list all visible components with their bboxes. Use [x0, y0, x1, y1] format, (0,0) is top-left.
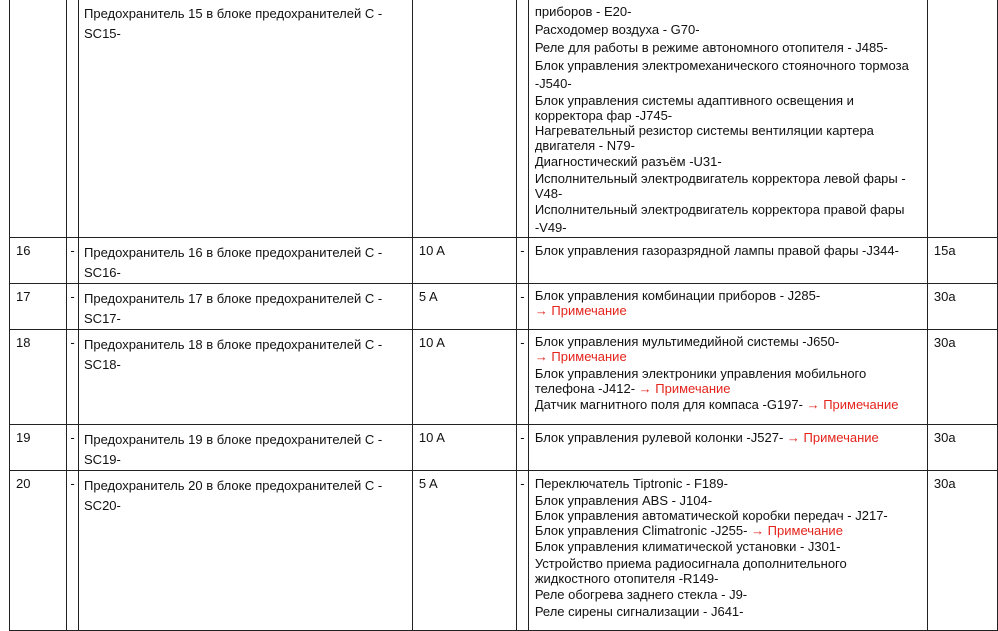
note-link[interactable]: → Примечание	[534, 349, 627, 364]
fuse-name: Предохранитель 15 в блоке предохранителей C - SC15-	[79, 0, 413, 238]
consumer-item: Блок управления ABS - J104-	[534, 493, 713, 508]
fuse-name: Предохранитель 18 в блоке предохранителей C - SC18-	[79, 330, 413, 425]
dash-cell: -	[516, 471, 528, 631]
fuse-name: Предохранитель 17 в блоке предохранителей C - SC17-	[79, 284, 413, 330]
consumer-item: Блок управления газоразрядной лампы правой фары -J344-	[534, 243, 899, 258]
note-link[interactable]: → Примечание	[638, 381, 731, 396]
consumer-item: Исполнительный электродвигатель корректора правой фары -V49-	[534, 202, 905, 235]
consumer-list	[528, 238, 927, 284]
fuse-number: 16	[10, 238, 67, 284]
fuse-number: 19	[10, 425, 67, 471]
consumer-list	[528, 425, 927, 471]
dash-cell: -	[67, 238, 79, 284]
fuse-name: Предохранитель 16 в блоке предохранителей C - SC16-	[79, 238, 413, 284]
dash-cell: -	[67, 330, 79, 425]
consumer-list	[528, 0, 927, 238]
consumer-text: Блок управления рулевой колонки -J527-	[534, 430, 787, 445]
fuse-number: 17	[10, 284, 67, 330]
fuse-name: Предохранитель 19 в блоке предохранителей C - SC19-	[79, 425, 413, 471]
dash-cell: -	[516, 330, 528, 425]
terminal: 30a	[927, 284, 997, 330]
dash-cell	[516, 0, 528, 238]
fuse-amperage	[412, 0, 516, 238]
consumer-item: Блок управления автоматической коробки передач - J217-	[534, 508, 888, 523]
dash-cell	[67, 0, 79, 238]
terminal: 30a	[927, 471, 997, 631]
terminal	[927, 0, 997, 238]
consumer-item: Блок управления электромеханического стояночного тормоза -J540-	[534, 58, 909, 91]
dash-cell: -	[67, 284, 79, 330]
consumer-text: Датчик магнитного поля для компаса -G197-	[534, 397, 807, 412]
table-row	[10, 471, 998, 631]
dash-cell: -	[516, 238, 528, 284]
fuse-number: 20	[10, 471, 67, 631]
consumer-item	[535, 366, 927, 396]
fuse-number: 18	[10, 330, 67, 425]
table-row	[10, 0, 998, 238]
consumer-item	[535, 523, 927, 538]
table-row	[10, 238, 998, 284]
consumer-item: Реле для работы в режиме автономного отопителя - J485-	[534, 40, 888, 55]
terminal: 15a	[927, 238, 997, 284]
table-row	[10, 284, 998, 330]
dash-cell: -	[516, 425, 528, 471]
consumer-item: Реле обогрева заднего стекла - J9-	[534, 587, 748, 602]
consumer-item	[535, 334, 927, 364]
consumer-text: Блок управления электроники управления мобильного телефона -J412-	[534, 366, 867, 396]
consumer-list	[528, 471, 927, 631]
fuse-amperage: 10 A	[412, 238, 516, 284]
consumer-text: Блок управления комбинации приборов - J285-	[534, 288, 821, 303]
fuse-amperage: 10 A	[412, 425, 516, 471]
consumer-item: Устройство приема радиосигнала дополнительного жидкостного отопителя -R149-	[534, 556, 847, 586]
consumer-item: Нагревательный резистор системы вентиляции картера двигателя - N79-	[534, 123, 874, 153]
table-row	[10, 425, 998, 471]
note-link[interactable]: → Примечание	[751, 523, 843, 538]
fuse-amperage: 10 A	[412, 330, 516, 425]
dash-cell: -	[516, 284, 528, 330]
consumer-item: приборов - E20-	[534, 4, 632, 19]
consumer-item	[535, 288, 927, 318]
consumer-item	[535, 396, 927, 414]
consumer-list	[528, 330, 927, 425]
dash-cell: -	[67, 425, 79, 471]
consumer-item: Реле сирены сигнализации - J641-	[534, 604, 744, 619]
consumer-item: Расходомер воздуха - G70-	[534, 22, 700, 37]
fuse-number	[10, 0, 67, 238]
fuse-table	[9, 0, 998, 631]
consumer-item: Исполнительный электродвигатель корректора левой фары - V48-	[534, 171, 906, 201]
consumer-item: Диагностический разъём -U31-	[534, 154, 722, 169]
terminal: 30a	[927, 425, 997, 471]
fuse-amperage: 5 A	[412, 471, 516, 631]
table-row	[10, 330, 998, 425]
consumer-item: Переключатель Tiptronic - F189-	[534, 476, 728, 491]
fuse-name: Предохранитель 20 в блоке предохранителей C - SC20-	[79, 471, 413, 631]
consumer-text: Блок управления Climatronic -J255-	[534, 523, 752, 538]
note-link[interactable]: → Примечание	[786, 430, 879, 445]
dash-cell: -	[67, 471, 79, 631]
consumer-text: Блок управления мультимедийной системы -J650-	[534, 334, 840, 349]
consumer-item: Блок управления климатической установки - J301-	[534, 539, 841, 554]
consumer-item: Блок управления системы адаптивного освещения и корректора фар -J745-	[534, 93, 854, 123]
consumer-item	[535, 429, 927, 447]
fuse-amperage: 5 A	[412, 284, 516, 330]
note-link[interactable]: → Примечание	[534, 303, 627, 318]
consumer-list	[528, 284, 927, 330]
terminal: 30a	[927, 330, 997, 425]
note-link[interactable]: → Примечание	[806, 397, 899, 412]
fuse-table-body	[10, 0, 998, 631]
